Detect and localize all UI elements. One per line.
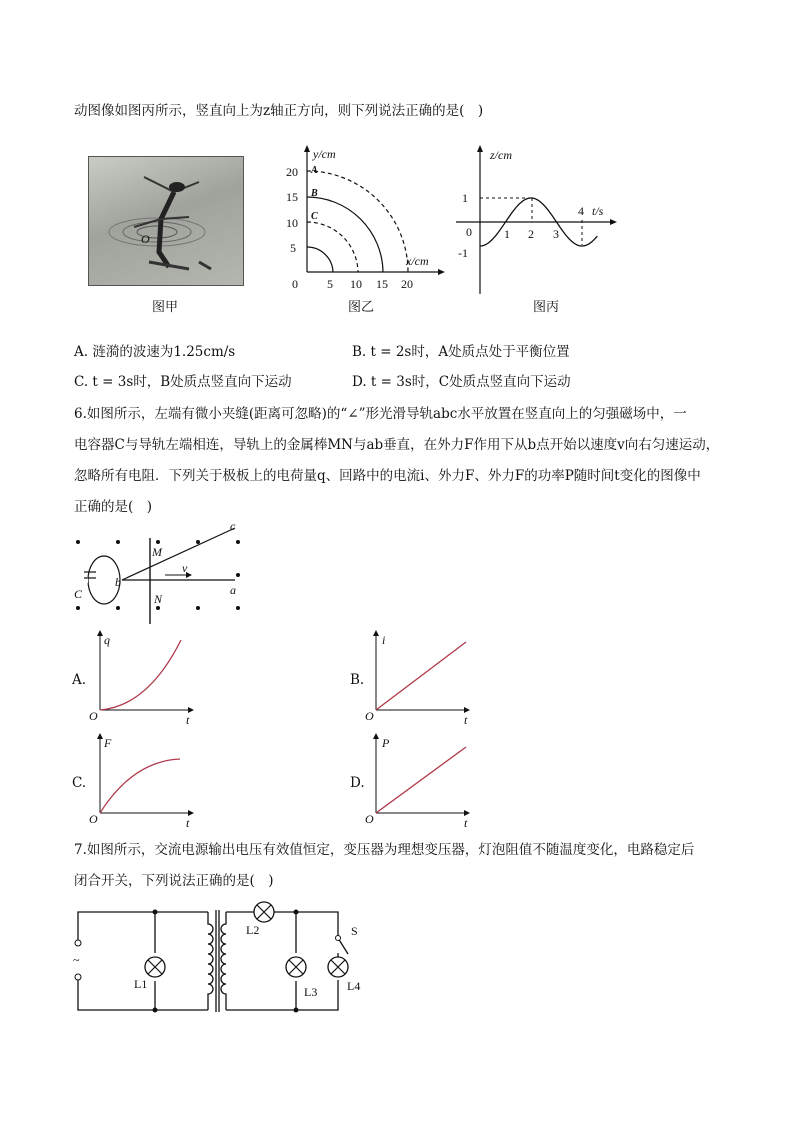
graph-a-origin: O — [89, 709, 98, 723]
graph-a-y-label: q — [104, 633, 110, 647]
q5-option-b: B. t = 2s时，A处质点处于平衡位置 — [352, 344, 570, 360]
figure-yi — [280, 140, 450, 300]
yi-arc-5 — [307, 247, 333, 272]
bing-y-axis-label: z/cm — [490, 148, 512, 162]
rail-label-c: c — [230, 519, 236, 533]
label-switch-s: S — [351, 924, 358, 938]
graph-d-curve — [376, 747, 466, 813]
yi-y-tick-5: 5 — [290, 241, 296, 255]
q6-graph-a — [88, 632, 198, 727]
bing-y-tick-1: 1 — [462, 191, 468, 205]
ac-terminal-top — [75, 940, 81, 946]
lamp-l1 — [145, 957, 165, 977]
caption-bing: 图丙 — [532, 300, 559, 315]
bing-y-tick-neg1: -1 — [458, 246, 468, 260]
photo-point-o: O — [141, 232, 150, 246]
lamp-l2 — [254, 902, 274, 922]
q6-line-3: 忽略所有电阻．下列关于极板上的电荷量q、回路中的电流i、外力F、外力F的功率P随时间t变化的图像中 — [74, 468, 701, 484]
rail-label-capacitor: C — [74, 587, 83, 601]
yi-y-tick-10: 10 — [286, 216, 298, 230]
graph-b-y-label: i — [382, 633, 386, 647]
caption-jia: 图甲 — [151, 300, 178, 315]
figure-bing — [452, 140, 622, 300]
yi-point-b: B — [311, 188, 318, 199]
ac-terminal-bottom — [75, 974, 81, 980]
graph-d-origin: O — [365, 812, 374, 826]
label-l4: L4 — [347, 979, 361, 993]
q6-graph-b — [364, 632, 474, 727]
yi-arc-20 — [307, 171, 408, 272]
yi-point-c: C — [311, 211, 318, 222]
q6-graph-c — [88, 735, 198, 830]
photo-sketch — [89, 157, 243, 285]
rail-label-a: a — [230, 583, 236, 597]
yi-x-tick-5: 5 — [327, 277, 333, 291]
q6-rail-diagram — [70, 520, 250, 620]
graph-c-origin: O — [89, 812, 98, 826]
q7-line-2: 闭合开关，下列说法正确的是( ) — [74, 873, 274, 889]
q5-option-a: A. 涟漪的波速为1.25cm/s — [74, 344, 236, 360]
bing-x-tick-1: 1 — [504, 227, 510, 241]
caption-yi: 图乙 — [347, 300, 374, 315]
yi-point-a: A — [311, 165, 318, 176]
rail-label-n: N — [154, 592, 163, 606]
yi-y-axis-label: y/cm — [313, 147, 336, 161]
q5-option-d: D. t = 3s时，C处质点竖直向下运动 — [352, 374, 571, 390]
q6-line-1: 6.如图所示，左端有微小夹缝(距离可忽略)的“∠”形光滑导轨abc水平放置在竖直向上的匀强磁场中，一 — [74, 406, 687, 422]
yi-arc-15 — [307, 197, 383, 272]
graph-b-x-label: t — [464, 713, 468, 727]
lamp-l4 — [328, 957, 348, 977]
lamp-l3 — [286, 957, 306, 977]
graph-c-curve — [100, 759, 180, 813]
rail-label-b: b — [115, 575, 121, 589]
yi-x-tick-0: 0 — [292, 277, 298, 291]
q6-graph-b-option: B. — [350, 672, 365, 688]
q6-graph-d — [364, 735, 474, 830]
graph-a-curve — [100, 640, 181, 710]
label-l3: L3 — [304, 985, 318, 999]
graph-c-y-label: F — [104, 736, 112, 750]
yi-x-axis-label: x/cm — [406, 254, 429, 268]
yi-y-tick-15: 15 — [286, 190, 298, 204]
q7-transformer-circuit — [68, 898, 388, 1018]
water-strider-photo — [88, 156, 244, 286]
q6-graph-d-option: D. — [350, 775, 365, 791]
graph-d-x-label: t — [464, 816, 468, 830]
bing-x-tick-3: 3 — [553, 227, 559, 241]
bing-x-tick-2: 2 — [528, 227, 534, 241]
graph-a-x-label: t — [186, 713, 190, 727]
q6-line-4: 正确的是( ) — [74, 499, 153, 515]
q7-line-1: 7.如图所示，交流电源输出电压有效值恒定，变压器为理想变压器，灯泡阻值不随温度变化，电路稳定后 — [74, 842, 695, 858]
yi-x-tick-10: 10 — [350, 277, 362, 291]
graph-d-y-label: P — [382, 736, 390, 750]
graph-b-curve — [376, 642, 466, 710]
intro-line: 动图像如图丙所示，竖直向上为z轴正方向，则下列说法正确的是( ) — [74, 103, 484, 119]
bing-y-tick-0: 0 — [466, 225, 472, 239]
rail-label-m: M — [152, 545, 162, 559]
bing-x-axis-label: t/s — [592, 204, 604, 218]
yi-x-tick-15: 15 — [376, 277, 388, 291]
q6-graph-a-option: A. — [72, 672, 87, 688]
label-l2: L2 — [246, 923, 260, 937]
yi-arc-10 — [307, 222, 358, 272]
yi-y-tick-20: 20 — [286, 165, 298, 179]
q6-line-2: 电容器C与导轨左端相连，导轨上的金属棒MN与ab垂直，在外力F作用下从b点开始以速度v向右匀速运动， — [74, 437, 720, 453]
yi-x-tick-20: 20 — [401, 277, 413, 291]
graph-b-origin: O — [365, 709, 374, 723]
ac-source-symbol: ~ — [73, 953, 80, 967]
rail-label-v: v — [182, 561, 188, 575]
graph-c-x-label: t — [186, 816, 190, 830]
label-l1: L1 — [134, 977, 148, 991]
q6-graph-c-option: C. — [72, 775, 87, 791]
bing-x-tick-4: 4 — [578, 204, 584, 218]
q5-option-c: C. t = 3s时，B处质点竖直向下运动 — [74, 374, 292, 390]
